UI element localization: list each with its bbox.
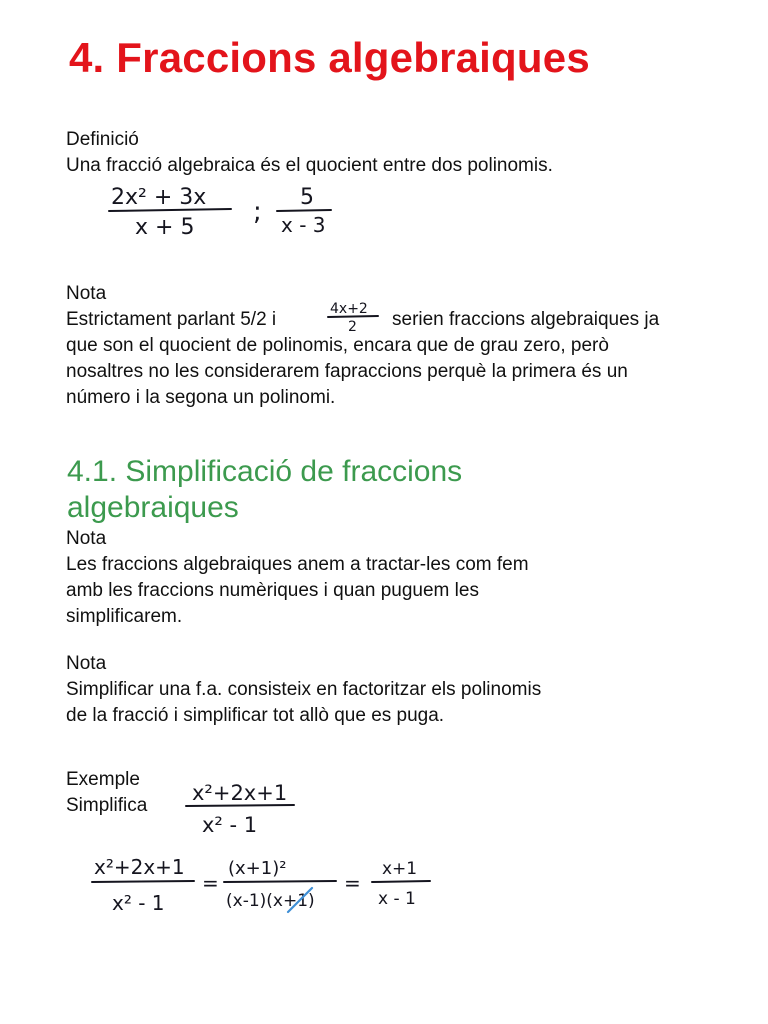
solution-equals-1: = (202, 871, 219, 895)
example1-denominator: x + 5 (135, 215, 195, 240)
solution-equals-2: = (344, 871, 361, 895)
examples-separator: ; (253, 197, 262, 227)
solution-step3-bar (372, 881, 430, 882)
page-title: 4. Fraccions algebraiques (69, 34, 590, 81)
solution-step3-denominator: x - 1 (378, 889, 416, 909)
definition-handwritten-examples (105, 182, 345, 242)
inline-fraction-denominator: 2 (348, 319, 357, 335)
note1-heading: Nota (66, 283, 107, 304)
example-fraction-bar (186, 805, 294, 806)
solution-step2-denominator: (x-1)(x+1) (226, 891, 315, 911)
solution-step2-bar (224, 881, 336, 882)
note2-line3: simplificarem. (66, 606, 183, 627)
example-fraction (182, 778, 302, 838)
note3-heading: Nota (66, 653, 107, 674)
note1-inline-fraction (326, 300, 384, 334)
note1-line1-start: Estrictament parlant 5/2 i (66, 309, 277, 330)
note1-line1-end: serien fraccions algebraiques ja (392, 309, 660, 330)
note2-line1: Les fraccions algebraiques anem a tractar-les com fem (66, 554, 529, 575)
solution-step1-bar (92, 881, 194, 882)
note2-line2: amb les fraccions numèriques i quan puguem les (66, 580, 479, 601)
definition-text: Una fracció algebraica és el quocient entre dos polinomis. (66, 155, 553, 176)
example2-denominator: x - 3 (281, 213, 326, 237)
solution-step1-numerator: x²+2x+1 (94, 855, 185, 879)
note3-line1: Simplificar una f.a. consisteix en factoritzar els polinomis (66, 679, 542, 700)
example1-numerator: 2x² + 3x (111, 185, 207, 210)
solution-step3-numerator: x+1 (382, 859, 418, 879)
example-fraction-numerator: x²+2x+1 (192, 781, 288, 805)
definition-heading: Definició (66, 129, 139, 150)
inline-fraction-bar (328, 316, 378, 317)
example-heading: Exemple (66, 769, 140, 790)
section-title: 4.1. Simplificació de fraccions algebraiques (67, 455, 463, 524)
example2-numerator: 5 (300, 185, 314, 210)
note3-line2: de la fracció i simplificar tot allò que es puga. (66, 705, 445, 726)
note1-line4: número i la segona un polinomi. (66, 387, 336, 408)
example-fraction-denominator: x² - 1 (202, 813, 258, 837)
solution-step2-numerator: (x+1)² (228, 858, 287, 879)
note2-heading: Nota (66, 528, 107, 549)
example-prompt: Simplifica (66, 795, 148, 816)
inline-fraction-numerator: 4x+2 (330, 301, 368, 317)
note1-line2: que son el quocient de polinomis, encara que de grau zero, però (66, 335, 609, 356)
example2-fraction-bar (277, 210, 331, 211)
note1-line3: nosaltres no les considerarem fapraccions perquè la primera és un (66, 361, 628, 382)
example-solution (90, 846, 440, 916)
solution-step1-denominator: x² - 1 (112, 891, 165, 915)
